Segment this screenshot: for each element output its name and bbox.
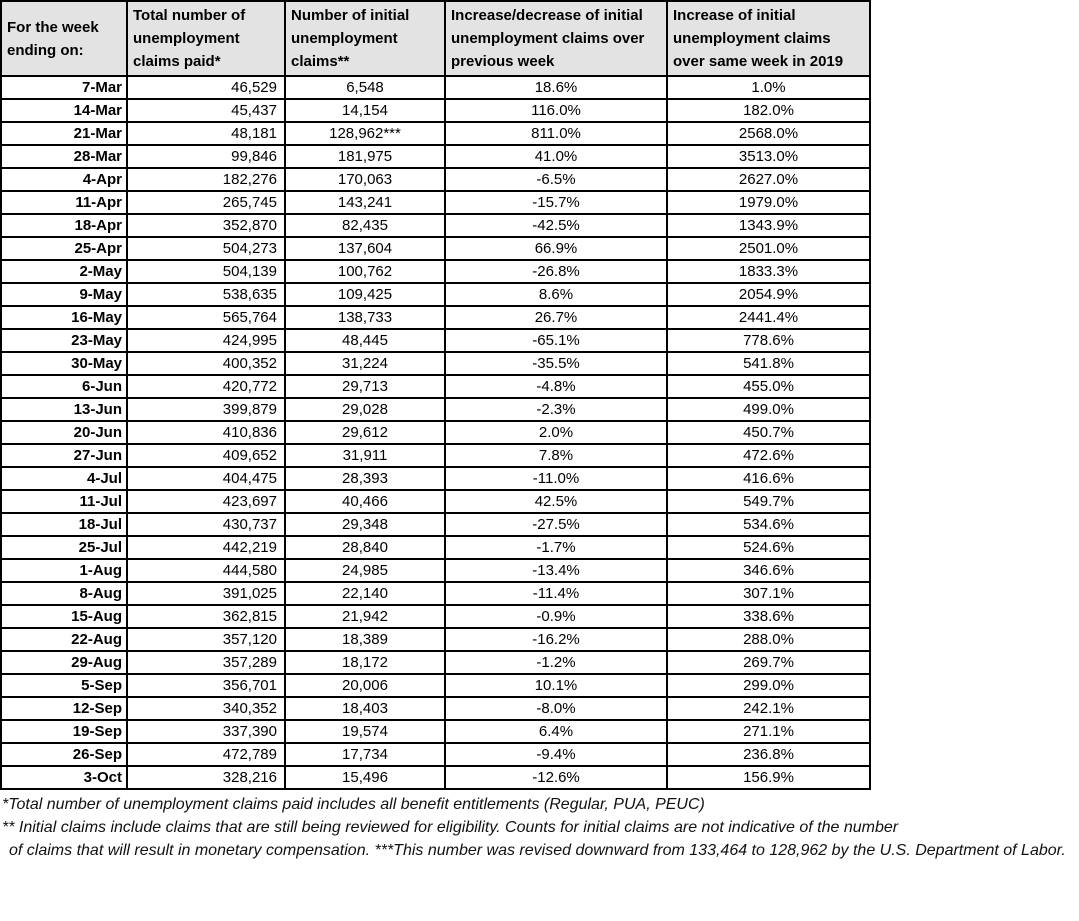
initial-claims-cell: 31,224 [285, 352, 445, 375]
wow-change-cell: -1.7% [445, 536, 667, 559]
week-ending-cell: 23-May [1, 329, 127, 352]
yoy-change-cell: 2054.9% [667, 283, 870, 306]
table-row [1, 214, 870, 237]
yoy-change-cell: 1343.9% [667, 214, 870, 237]
initial-claims-cell: 109,425 [285, 283, 445, 306]
wow-change-cell: -11.4% [445, 582, 667, 605]
initial-claims-cell: 19,574 [285, 720, 445, 743]
wow-change-cell: 26.7% [445, 306, 667, 329]
total-paid-cell: 442,219 [127, 536, 285, 559]
wow-change-cell: -15.7% [445, 191, 667, 214]
yoy-change-cell: 242.1% [667, 697, 870, 720]
yoy-change-cell: 2441.4% [667, 306, 870, 329]
table-body [1, 76, 870, 789]
week-ending-cell: 3-Oct [1, 766, 127, 789]
yoy-change-cell: 2568.0% [667, 122, 870, 145]
table-row [1, 76, 870, 99]
table-row [1, 467, 870, 490]
table-header [1, 1, 870, 76]
wow-change-cell: -6.5% [445, 168, 667, 191]
wow-change-cell: -27.5% [445, 513, 667, 536]
table-row [1, 513, 870, 536]
table-row [1, 191, 870, 214]
total-paid-cell: 337,390 [127, 720, 285, 743]
total-paid-cell: 46,529 [127, 76, 285, 99]
total-paid-cell: 328,216 [127, 766, 285, 789]
total-paid-cell: 399,879 [127, 398, 285, 421]
initial-claims-cell: 22,140 [285, 582, 445, 605]
initial-claims-cell: 31,911 [285, 444, 445, 467]
wow-change-cell: 8.6% [445, 283, 667, 306]
week-ending-cell: 2-May [1, 260, 127, 283]
total-paid-cell: 565,764 [127, 306, 285, 329]
initial-claims-cell: 82,435 [285, 214, 445, 237]
initial-claims-cell: 17,734 [285, 743, 445, 766]
yoy-change-cell: 450.7% [667, 421, 870, 444]
total-paid-cell: 472,789 [127, 743, 285, 766]
total-paid-cell: 410,836 [127, 421, 285, 444]
total-paid-cell: 444,580 [127, 559, 285, 582]
yoy-change-cell: 416.6% [667, 467, 870, 490]
initial-claims-cell: 29,028 [285, 398, 445, 421]
initial-claims-cell: 40,466 [285, 490, 445, 513]
yoy-change-cell: 346.6% [667, 559, 870, 582]
yoy-change-cell: 236.8% [667, 743, 870, 766]
yoy-change-cell: 338.6% [667, 605, 870, 628]
total-paid-cell: 357,289 [127, 651, 285, 674]
wow-change-cell: -0.9% [445, 605, 667, 628]
week-ending-cell: 7-Mar [1, 76, 127, 99]
header-row [1, 1, 870, 76]
week-ending-cell: 22-Aug [1, 628, 127, 651]
total-paid-cell: 357,120 [127, 628, 285, 651]
yoy-change-cell: 534.6% [667, 513, 870, 536]
week-ending-cell: 9-May [1, 283, 127, 306]
initial-claims-cell: 18,403 [285, 697, 445, 720]
table-row [1, 260, 870, 283]
total-paid-cell: 504,273 [127, 237, 285, 260]
table-row [1, 651, 870, 674]
header-total-paid: Total number of unemployment claims paid* [127, 1, 285, 76]
initial-claims-cell: 29,612 [285, 421, 445, 444]
yoy-change-cell: 1833.3% [667, 260, 870, 283]
table-row [1, 352, 870, 375]
total-paid-cell: 48,181 [127, 122, 285, 145]
wow-change-cell: 18.6% [445, 76, 667, 99]
header-week-ending: For the week ending on: [1, 1, 127, 76]
table-row [1, 421, 870, 444]
wow-change-cell: -35.5% [445, 352, 667, 375]
yoy-change-cell: 1979.0% [667, 191, 870, 214]
table-row [1, 99, 870, 122]
total-paid-cell: 400,352 [127, 352, 285, 375]
total-paid-cell: 352,870 [127, 214, 285, 237]
yoy-change-cell: 288.0% [667, 628, 870, 651]
week-ending-cell: 16-May [1, 306, 127, 329]
yoy-change-cell: 307.1% [667, 582, 870, 605]
footnote-paid-definition: *Total number of unemployment claims paid includes all benefit entitlements (Regular, PUA, PEUC) [2, 796, 705, 813]
yoy-change-cell: 455.0% [667, 375, 870, 398]
table-row [1, 582, 870, 605]
yoy-change-cell: 778.6% [667, 329, 870, 352]
week-ending-cell: 19-Sep [1, 720, 127, 743]
total-paid-cell: 420,772 [127, 375, 285, 398]
wow-change-cell: 66.9% [445, 237, 667, 260]
yoy-change-cell: 182.0% [667, 99, 870, 122]
total-paid-cell: 504,139 [127, 260, 285, 283]
wow-change-cell: -42.5% [445, 214, 667, 237]
yoy-change-cell: 499.0% [667, 398, 870, 421]
total-paid-cell: 430,737 [127, 513, 285, 536]
week-ending-cell: 26-Sep [1, 743, 127, 766]
week-ending-cell: 11-Jul [1, 490, 127, 513]
initial-claims-cell: 18,389 [285, 628, 445, 651]
total-paid-cell: 538,635 [127, 283, 285, 306]
table-row [1, 145, 870, 168]
total-paid-cell: 423,697 [127, 490, 285, 513]
week-ending-cell: 18-Apr [1, 214, 127, 237]
table-row [1, 398, 870, 421]
week-ending-cell: 4-Apr [1, 168, 127, 191]
table-row [1, 766, 870, 789]
week-ending-cell: 8-Aug [1, 582, 127, 605]
initial-claims-cell: 18,172 [285, 651, 445, 674]
initial-claims-cell: 15,496 [285, 766, 445, 789]
yoy-change-cell: 271.1% [667, 720, 870, 743]
wow-change-cell: 811.0% [445, 122, 667, 145]
total-paid-cell: 424,995 [127, 329, 285, 352]
yoy-change-cell: 541.8% [667, 352, 870, 375]
wow-change-cell: -4.8% [445, 375, 667, 398]
header-yoy-change: Increase of initial unemployment claims over same week in 2019 [667, 1, 870, 76]
week-ending-cell: 25-Jul [1, 536, 127, 559]
table-row [1, 720, 870, 743]
initial-claims-cell: 143,241 [285, 191, 445, 214]
total-paid-cell: 265,745 [127, 191, 285, 214]
initial-claims-cell: 20,006 [285, 674, 445, 697]
footnote-initial-definition: ** Initial claims include claims that are still being reviewed for eligibility. Counts for initial claims are not indicative of the number [2, 819, 899, 836]
wow-change-cell: 10.1% [445, 674, 667, 697]
week-ending-cell: 12-Sep [1, 697, 127, 720]
yoy-change-cell: 3513.0% [667, 145, 870, 168]
wow-change-cell: 7.8% [445, 444, 667, 467]
header-initial-claims: Number of initial unemployment claims** [285, 1, 445, 76]
week-ending-cell: 18-Jul [1, 513, 127, 536]
initial-claims-cell: 48,445 [285, 329, 445, 352]
week-ending-cell: 28-Mar [1, 145, 127, 168]
week-ending-cell: 5-Sep [1, 674, 127, 697]
yoy-change-cell: 1.0% [667, 76, 870, 99]
table-row [1, 674, 870, 697]
initial-claims-cell: 29,348 [285, 513, 445, 536]
total-paid-cell: 182,276 [127, 168, 285, 191]
wow-change-cell: 42.5% [445, 490, 667, 513]
week-ending-cell: 13-Jun [1, 398, 127, 421]
table-row [1, 168, 870, 191]
yoy-change-cell: 524.6% [667, 536, 870, 559]
initial-claims-cell: 138,733 [285, 306, 445, 329]
initial-claims-cell: 28,393 [285, 467, 445, 490]
yoy-change-cell: 299.0% [667, 674, 870, 697]
footnote-revision-note: of claims that will result in monetary compensation. ***This number was revised downward from 133,464 to 128,962 by the U.S. Department of Labor. [9, 842, 1066, 859]
week-ending-cell: 21-Mar [1, 122, 127, 145]
table-row [1, 329, 870, 352]
table-row [1, 559, 870, 582]
initial-claims-cell: 24,985 [285, 559, 445, 582]
total-paid-cell: 391,025 [127, 582, 285, 605]
wow-change-cell: -1.2% [445, 651, 667, 674]
wow-change-cell: 2.0% [445, 421, 667, 444]
table-row [1, 628, 870, 651]
header-wow-change: Increase/decrease of initial unemployment claims over previous week [445, 1, 667, 76]
total-paid-cell: 340,352 [127, 697, 285, 720]
week-ending-cell: 27-Jun [1, 444, 127, 467]
table-row [1, 743, 870, 766]
week-ending-cell: 29-Aug [1, 651, 127, 674]
wow-change-cell: -8.0% [445, 697, 667, 720]
wow-change-cell: -11.0% [445, 467, 667, 490]
week-ending-cell: 15-Aug [1, 605, 127, 628]
week-ending-cell: 14-Mar [1, 99, 127, 122]
wow-change-cell: -9.4% [445, 743, 667, 766]
table-row [1, 306, 870, 329]
initial-claims-cell: 14,154 [285, 99, 445, 122]
week-ending-cell: 1-Aug [1, 559, 127, 582]
wow-change-cell: 6.4% [445, 720, 667, 743]
initial-claims-cell: 28,840 [285, 536, 445, 559]
yoy-change-cell: 2627.0% [667, 168, 870, 191]
wow-change-cell: -26.8% [445, 260, 667, 283]
table-row [1, 237, 870, 260]
yoy-change-cell: 549.7% [667, 490, 870, 513]
week-ending-cell: 20-Jun [1, 421, 127, 444]
initial-claims-cell: 181,975 [285, 145, 445, 168]
wow-change-cell: -65.1% [445, 329, 667, 352]
table-row [1, 697, 870, 720]
wow-change-cell: -2.3% [445, 398, 667, 421]
wow-change-cell: -13.4% [445, 559, 667, 582]
table-row [1, 605, 870, 628]
initial-claims-cell: 29,713 [285, 375, 445, 398]
wow-change-cell: 41.0% [445, 145, 667, 168]
total-paid-cell: 45,437 [127, 99, 285, 122]
table-row [1, 536, 870, 559]
total-paid-cell: 99,846 [127, 145, 285, 168]
total-paid-cell: 409,652 [127, 444, 285, 467]
table-row [1, 375, 870, 398]
wow-change-cell: 116.0% [445, 99, 667, 122]
initial-claims-cell: 170,063 [285, 168, 445, 191]
table-row [1, 122, 870, 145]
yoy-change-cell: 472.6% [667, 444, 870, 467]
total-paid-cell: 404,475 [127, 467, 285, 490]
initial-claims-cell: 128,962*** [285, 122, 445, 145]
wow-change-cell: -12.6% [445, 766, 667, 789]
table-row [1, 444, 870, 467]
initial-claims-cell: 21,942 [285, 605, 445, 628]
week-ending-cell: 30-May [1, 352, 127, 375]
yoy-change-cell: 2501.0% [667, 237, 870, 260]
footnotes [0, 790, 1079, 862]
total-paid-cell: 356,701 [127, 674, 285, 697]
initial-claims-cell: 6,548 [285, 76, 445, 99]
table-row [1, 283, 870, 306]
initial-claims-cell: 100,762 [285, 260, 445, 283]
week-ending-cell: 11-Apr [1, 191, 127, 214]
total-paid-cell: 362,815 [127, 605, 285, 628]
table-row [1, 490, 870, 513]
week-ending-cell: 25-Apr [1, 237, 127, 260]
yoy-change-cell: 269.7% [667, 651, 870, 674]
wow-change-cell: -16.2% [445, 628, 667, 651]
week-ending-cell: 6-Jun [1, 375, 127, 398]
initial-claims-cell: 137,604 [285, 237, 445, 260]
week-ending-cell: 4-Jul [1, 467, 127, 490]
yoy-change-cell: 156.9% [667, 766, 870, 789]
